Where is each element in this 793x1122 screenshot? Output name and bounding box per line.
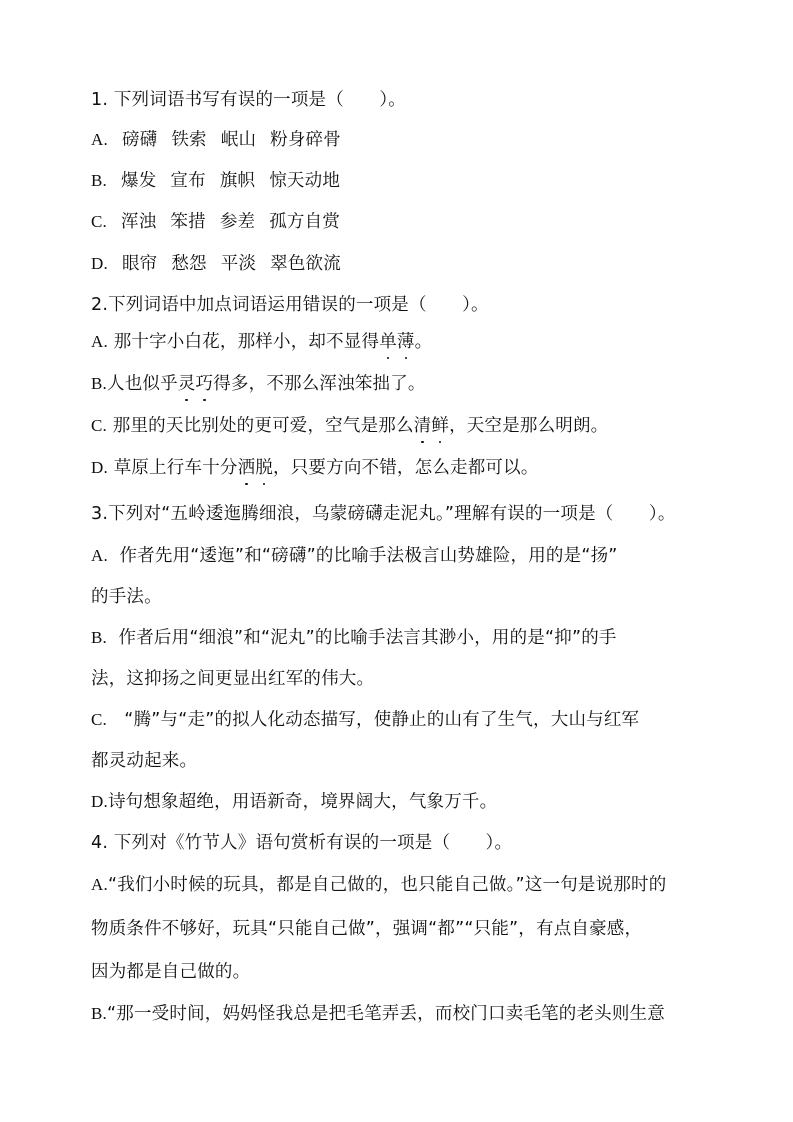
q3-option-a: A. 作者先用“逶迤”和“磅礴”的比喻手法极言山势雄险，用的是“扬” <box>91 546 618 566</box>
q4-option-a: A.“我们小时候的玩具，都是自己做的，也只能自己做。”这一句是说那时的 <box>91 875 667 895</box>
q1-option-a: A. 磅礴 铁索 岷山 粉身碎骨 <box>91 130 341 150</box>
q2-option-b: B.人也似乎灵巧得多，不那么浑浊笨拙了。 <box>91 374 426 394</box>
emphasis-dot-char: 单 <box>379 332 397 352</box>
question-4-stem: 4. 下列对《竹节人》语句赏析有误的一项是（ ）。 <box>91 833 513 853</box>
q3-option-b: B. 作者后用“细浪”和“泥丸”的比喻手法言其渺小，用的是“抑”的手 <box>91 628 617 648</box>
question-1-stem: 1. 下列词语书写有误的一项是（ ）。 <box>91 90 407 110</box>
q3-option-c: C. “腾”与“走”的拟人化动态描写，使静止的山有了生气，大山与红军 <box>91 710 640 730</box>
emphasis-dot-char: 薄 <box>396 332 415 352</box>
q3-option-c-cont: 都灵动起来。 <box>91 751 198 771</box>
q1-option-d: D. 眼帘 愁怨 平淡 翠色欲流 <box>91 254 341 274</box>
q3-option-d: D.诗句想象超绝，用语新奇，境界阔大，气象万千。 <box>91 792 498 812</box>
q4-option-b: B.“那一受时间，妈妈怪我总是把毛笔弄丢，而校门口卖毛笔的老头则生意 <box>91 1004 665 1024</box>
question-3-stem: 3.下列对“五岭逶迤腾细浪，乌蒙磅礴走泥丸。”理解有误的一项是（ ）。 <box>91 504 676 524</box>
emphasis-dot-char: 清 <box>413 416 432 436</box>
emphasis-dot-char: 洒 <box>237 458 256 478</box>
q2-option-a: A. 那十字小白花，那样小，却不显得单薄。 <box>91 332 433 352</box>
emphasis-dot-char: 脱 <box>255 458 274 478</box>
q2-option-c: C. 那里的天比别处的更可爱，空气是那么清鲜，天空是那么明朗。 <box>91 416 609 436</box>
q1-option-b: B. 爆发 宣布 旗帜 惊天动地 <box>91 171 341 191</box>
q3-option-b-cont: 法，这抑扬之间更显出红军的伟大。 <box>91 669 375 689</box>
emphasis-dot-char: 鲜 <box>431 416 450 436</box>
question-2-stem: 2.下列词语中加点词语运用错误的一项是（ ）。 <box>91 295 489 315</box>
emphasis-dot-char: 灵 <box>177 374 196 394</box>
emphasis-dot-char: 巧 <box>195 374 214 394</box>
q1-option-c: C. 浑浊 笨措 参差 孤方自赏 <box>91 212 341 232</box>
q4-option-a-cont: 物质条件不够好，玩具“只能自己做”，强调“都”“只能”，有点自豪感， <box>91 919 643 939</box>
q2-option-d: D. 草原上行车十分洒脱，只要方向不错，怎么走都可以。 <box>91 458 539 478</box>
q3-option-a-cont: 的手法。 <box>91 587 162 607</box>
q4-option-a-cont2: 因为都是自己做的。 <box>91 962 251 982</box>
